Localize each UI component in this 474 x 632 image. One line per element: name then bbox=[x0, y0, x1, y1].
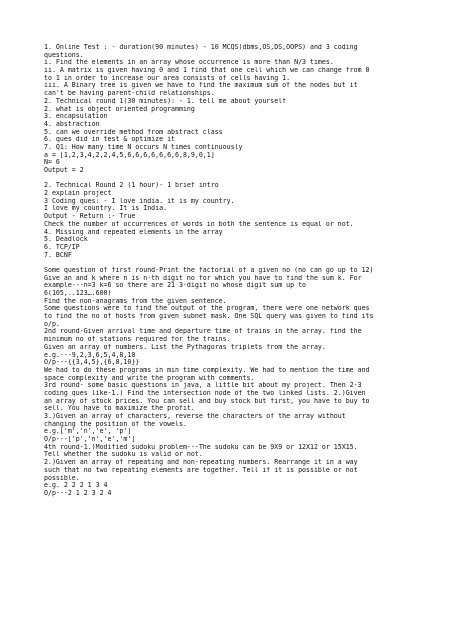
text-line: Tell whether the sudoku is valid or not. bbox=[44, 451, 203, 459]
text-line: e.g.---9,2,3,6,5,4,8,10 bbox=[44, 351, 136, 359]
text-line: o/p. bbox=[44, 320, 60, 328]
text-line: example---n=3 k=6 so there are 21 3-digit no whose digit sum up to bbox=[44, 282, 307, 290]
text-line: 2. what is object oriented programming bbox=[44, 105, 195, 113]
text-line: O/p---['p','n','e','m'] bbox=[44, 436, 136, 444]
text-line: to find the no of hosts from given subnet mask. One SQL query was given to find its bbox=[44, 313, 374, 321]
text-line: 6. ques did in test & optimize it bbox=[44, 136, 176, 144]
text-line: space complexity and write the program with comments. bbox=[44, 374, 255, 382]
text-line: e.g. 2 2 2 1 3 4 bbox=[44, 482, 108, 490]
text-line: 4. abstraction bbox=[44, 120, 100, 128]
section-other-rounds bbox=[44, 267, 454, 498]
text-line: N= 6 bbox=[44, 159, 60, 167]
text-line: minimum no of stations required for the trains. bbox=[44, 336, 231, 344]
text-line: I love my country. It is India. bbox=[44, 205, 168, 213]
text-line: 4th round-1.)Modified sudoku problem---The sudoku can be 9X9 or 12X12 or 15X15. bbox=[44, 443, 358, 451]
text-line: Output = 2 bbox=[44, 167, 84, 174]
text-line: changing the position of the vowels. bbox=[44, 420, 187, 428]
text-line: 5. can we override method from abstract class bbox=[44, 128, 223, 136]
text-line: e.g.['m','n','e', 'p'] bbox=[44, 428, 132, 436]
text-line: Find the non-anagrams from the given sentence. bbox=[44, 297, 227, 305]
text-line: 1. Online Test : - duration(90 minutes) - 10 MCQS(dbms,OS,DS,OOPS) and 3 coding bbox=[44, 44, 358, 51]
text-line: questions. bbox=[44, 51, 84, 59]
text-line: 2. Technical round 1(30 minutes): - 1. tell me about yourself bbox=[44, 97, 287, 105]
text-line: Given an array of numbers. List the Pythagoras triplets from the array. bbox=[44, 343, 326, 351]
text-line: Output - Return :- True bbox=[44, 213, 136, 221]
text-line: O/p---{{3,4,5},{6,8,10}} bbox=[44, 359, 140, 367]
text-line: We had to do these programs in min time complexity. We had to mention the time and bbox=[44, 366, 370, 374]
text-line: iii. A Binary tree is given we have to find the maximum sum of the nodes but it bbox=[44, 82, 358, 90]
text-line: Give an and k where n is n-th digit no for which you have to find the sum k. For bbox=[44, 274, 362, 282]
text-line: 7. BCNF bbox=[44, 251, 72, 259]
text-line: Check the number of occurrences of words in both the sentence is equal or not. bbox=[44, 220, 354, 228]
text-line: sell. You have to maximize the profit. bbox=[44, 405, 195, 413]
text-line: 3. encapsulation bbox=[44, 113, 108, 121]
text-line: ii. A matrix is given having 0 and 1 find that one cell which we can change from 0 bbox=[44, 67, 370, 75]
text-line: coding ques like-1.) Find the intersection node of the two linked lists. 2.)Given bbox=[44, 389, 366, 397]
text-line: to 1 in order to increase our area consists of cells having 1. bbox=[44, 74, 291, 82]
text-line: O/p---2 1 2 3 2 4 bbox=[44, 489, 112, 497]
text-line: can't be having parent-child relationships. bbox=[44, 90, 215, 98]
section-technical-round-2 bbox=[44, 182, 454, 259]
section-online-and-technical-round-1 bbox=[44, 44, 454, 175]
text-line: Some questions were to find the output of the program, there were one network ques bbox=[44, 305, 370, 313]
text-line: 2.)Given an array of repeating and non-repeating numbers. Rearrange it in a way bbox=[44, 459, 358, 467]
text-line: 4. Missing and repeated elements in the array bbox=[44, 228, 223, 236]
text-line: 3rd round- some basic questions in java, a little bit about my project. Then 2-3 bbox=[44, 382, 362, 390]
text-line: a = [1,2,3,4,2,2,4,5,6,6,6,6,6,6,6,8,9,0,1] bbox=[44, 151, 215, 159]
text-line: possible. bbox=[44, 474, 80, 482]
text-line: such that no two repeating elements are together. Tell if it is possible or not bbox=[44, 466, 358, 474]
text-line: 2. Technical Round 2 (1 hour)- 1 brief intro bbox=[44, 182, 219, 190]
text-line: 3 Coding ques: - I love india. it is my country. bbox=[44, 197, 235, 205]
text-line: Some question of first round-Print the factorial of a given no (no can go up to 12) bbox=[44, 266, 374, 274]
text-line: i. Find the elements in an array whose occurrence is more than N/3 times. bbox=[44, 59, 334, 67]
text-line: 7. Q1: How many time N occurs N times continuously bbox=[44, 143, 243, 151]
text-line: 2 explain project bbox=[44, 190, 112, 198]
text-line: 5. Deadlock bbox=[44, 236, 88, 244]
text-line: 6(105,..123….600) bbox=[44, 290, 112, 297]
text-line: 3.)Given an array of characters, reverse the characters of the array without bbox=[44, 413, 346, 420]
text-line: an array of stock prices. You can sell and buy stock but first, you have to buy to bbox=[44, 397, 370, 405]
text-line: 6. TCP/IP bbox=[44, 243, 80, 251]
text-line: 2nd round-Given arrival time and departure time of trains in the array. find the bbox=[44, 328, 362, 336]
